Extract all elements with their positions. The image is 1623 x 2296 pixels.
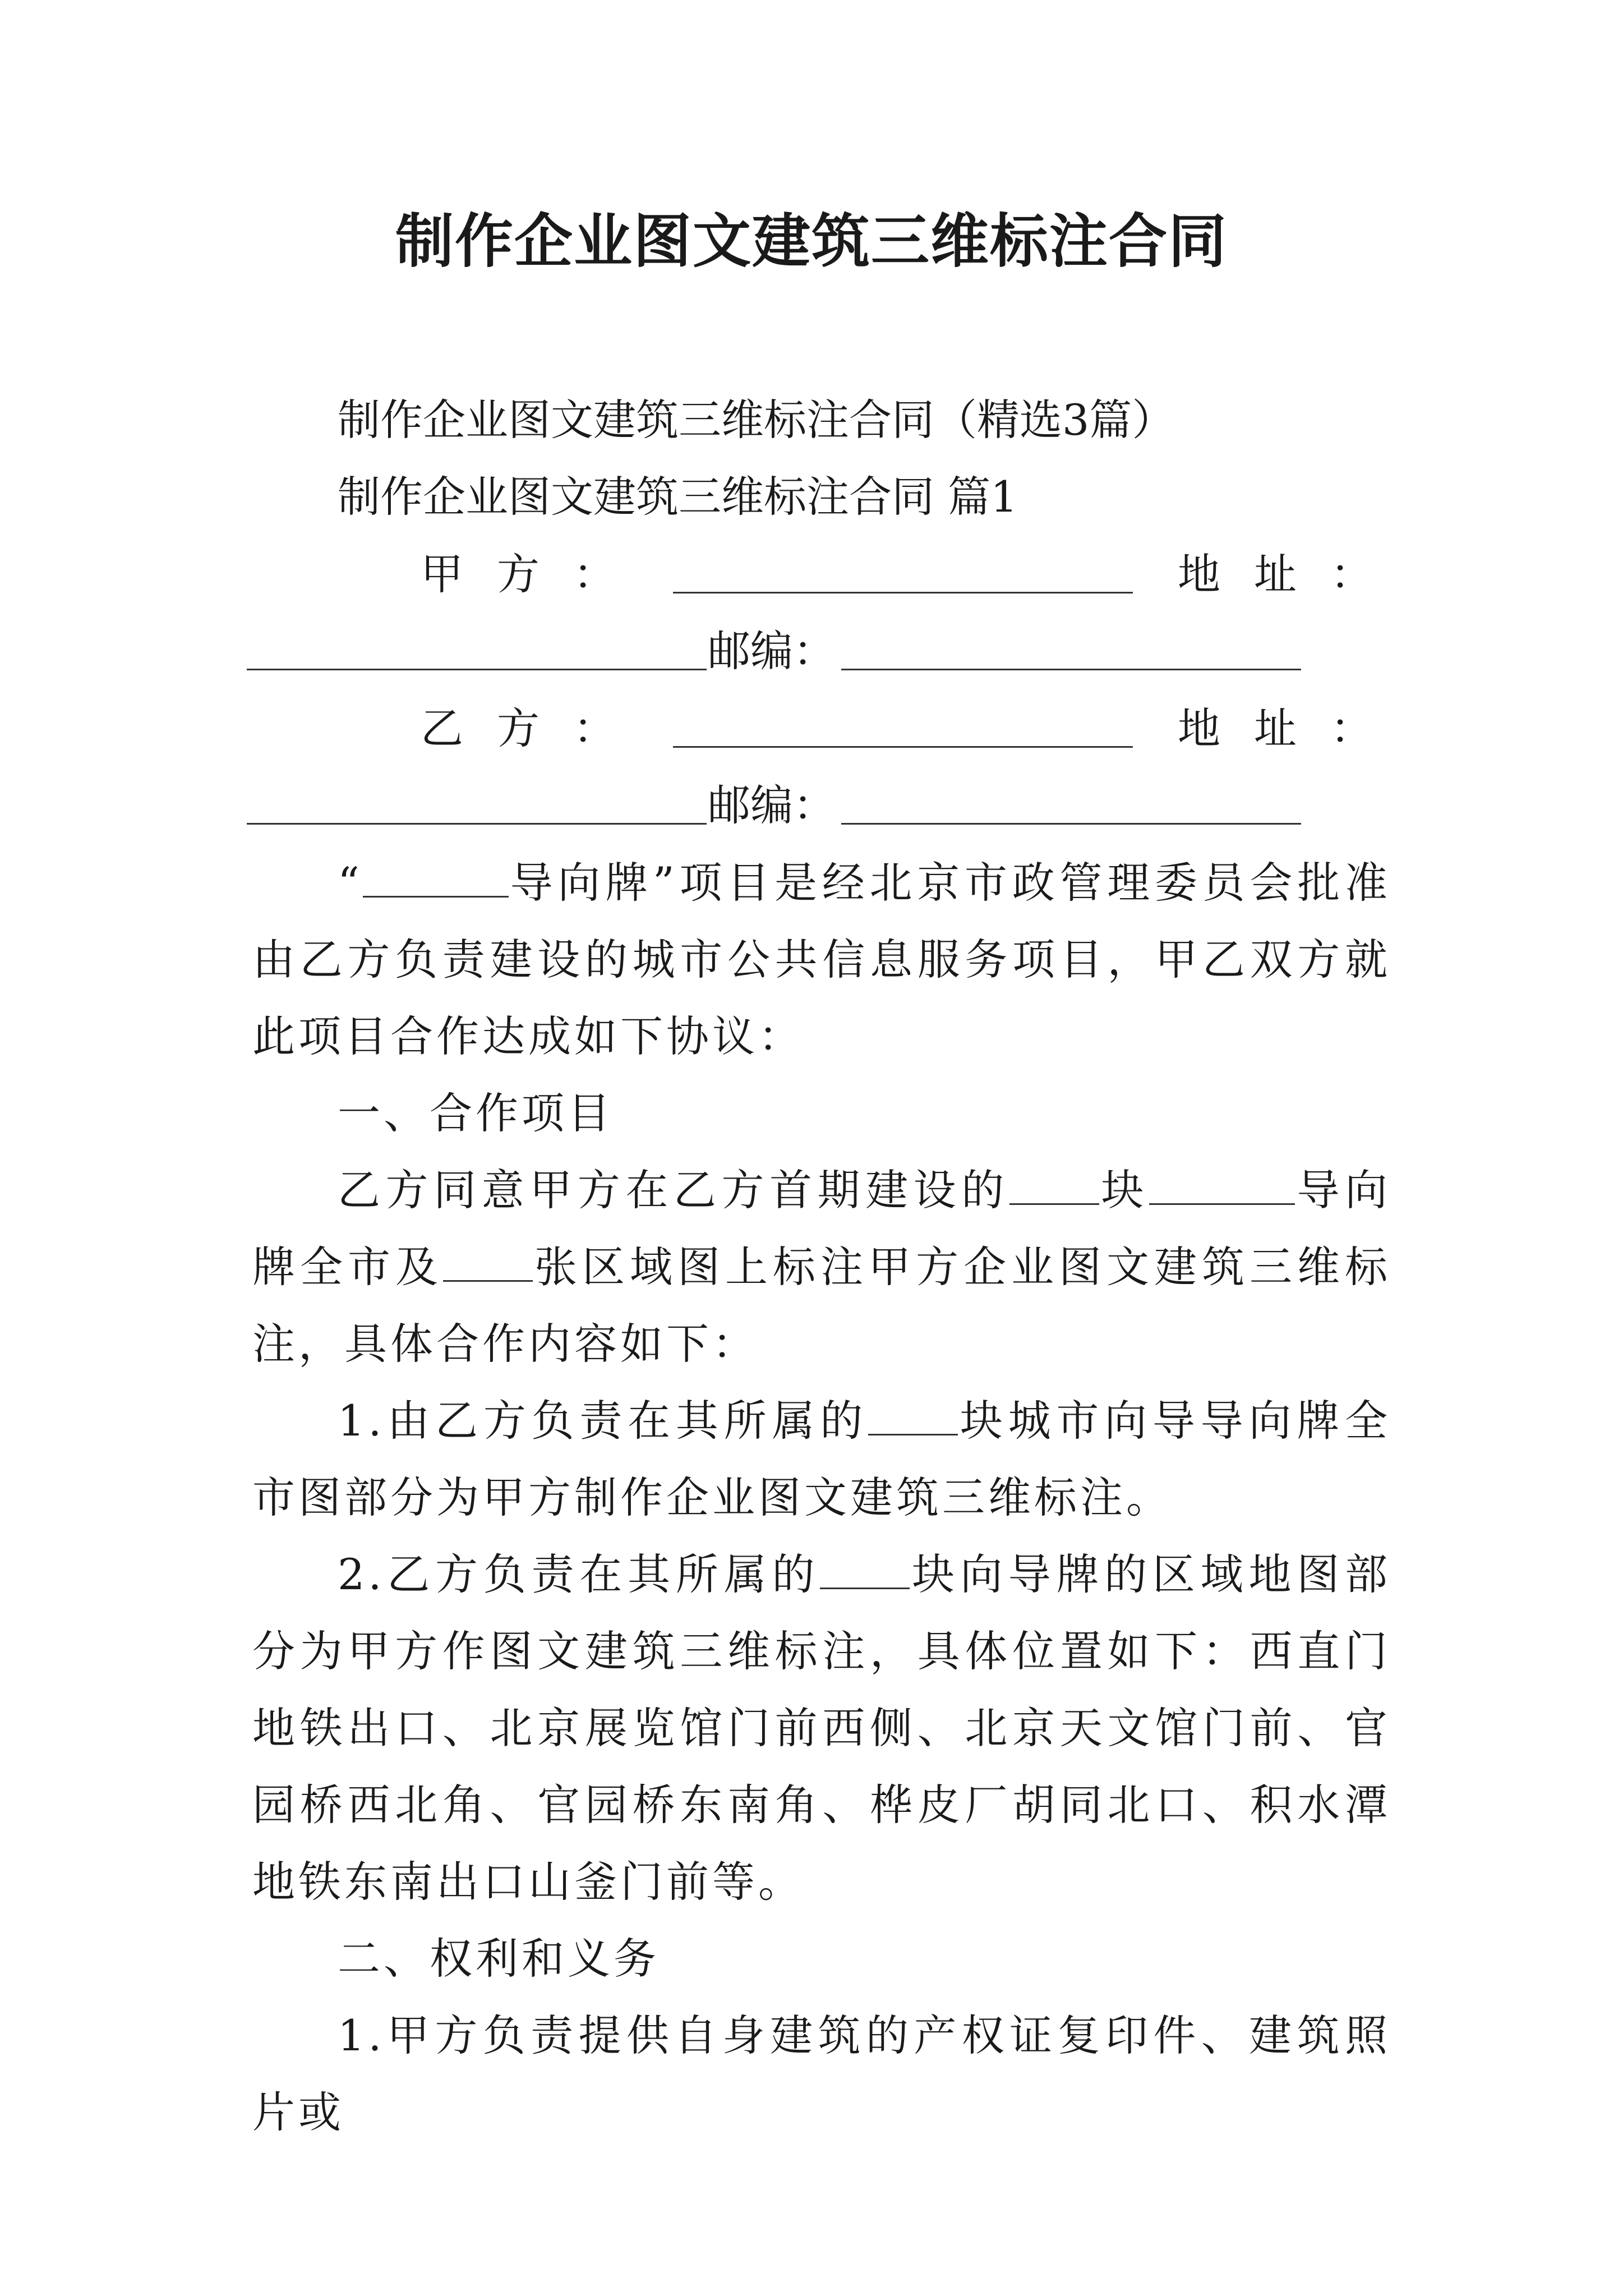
party-a-postcode-blank <box>841 635 1301 670</box>
s1-blank-2 <box>1149 1170 1295 1205</box>
subtitle-chapter: 制作企业图文建筑三维标注合同 篇1 <box>338 472 1018 522</box>
party-b-postcode-label: 邮编： <box>708 780 836 830</box>
party-a-name-blank <box>673 558 1133 593</box>
contract-body <box>252 844 1391 2151</box>
party-b-address-blank <box>247 789 707 825</box>
item-3: 1.甲方负责提供自身建筑的产权证复印件、建筑照片或 <box>252 2010 1391 2137</box>
item-1-blank <box>868 1400 958 1435</box>
party-a-address-blank <box>247 635 707 670</box>
item-1 <box>252 1382 1391 1536</box>
item-2-text-b: 块向导牌的区域地图部分为甲方作图文建筑三维标注，具体位置如下：西直门地铁出口、北京展览馆门前西侧、北京天文馆门前、官园桥西北角、官园桥东南角、桦皮厂胡同北口、积水潭地铁东南出口山釜门前等。 <box>252 1549 1391 1907</box>
intro-quote: “ <box>338 858 363 908</box>
subtitle-collection: 制作企业图文建筑三维标注合同（精选3篇） <box>338 395 1175 445</box>
intro-text: 导向牌”项目是经北京市政管理委员会批准由乙方负责建设的城市公共信息服务项目，甲乙双方就此项目合作达成如下协议： <box>252 858 1391 1061</box>
item-1-text-b: 块城市向导导向牌全市图部分为甲方制作企业图文建筑三维标注。 <box>252 1396 1391 1522</box>
s1-blank-3 <box>443 1246 533 1282</box>
section-1-paragraph <box>252 1152 1391 1382</box>
s1-blank-1 <box>1009 1170 1099 1205</box>
item-2-blank <box>820 1554 910 1589</box>
party-a-postcode-label: 邮编： <box>708 626 836 676</box>
s1-text-a: 乙方同意甲方在乙方首期建设的 <box>338 1165 1009 1215</box>
party-b-address-label: 地址： <box>1178 703 1407 753</box>
section-1-heading: 一、合作项目 <box>338 1088 614 1138</box>
s1-text-d: 张区域图上标注甲方企业图文建筑三维标注，具体合作内容如下： <box>252 1242 1391 1369</box>
party-a-address-label: 地址： <box>1178 549 1407 599</box>
intro-paragraph <box>252 844 1391 1075</box>
item-2-text-a: 2.乙方负责在其所属的 <box>338 1549 820 1599</box>
intro-blank <box>363 862 509 898</box>
item-2 <box>252 1536 1391 1920</box>
s1-text-c: 导向牌全市及 <box>252 1165 1391 1292</box>
party-b-postcode-blank <box>841 789 1301 825</box>
s1-text-b: 块 <box>1099 1165 1149 1215</box>
item-1-text-a: 1.由乙方负责在其所属的 <box>338 1396 869 1446</box>
party-a-label: 甲方： <box>421 549 649 599</box>
party-b-name-blank <box>673 712 1133 748</box>
page-title: 制作企业图文建筑三维标注合同 <box>395 207 1228 275</box>
party-b-label: 乙方： <box>421 703 649 753</box>
section-2-heading: 二、权利和义务 <box>338 1934 660 1984</box>
